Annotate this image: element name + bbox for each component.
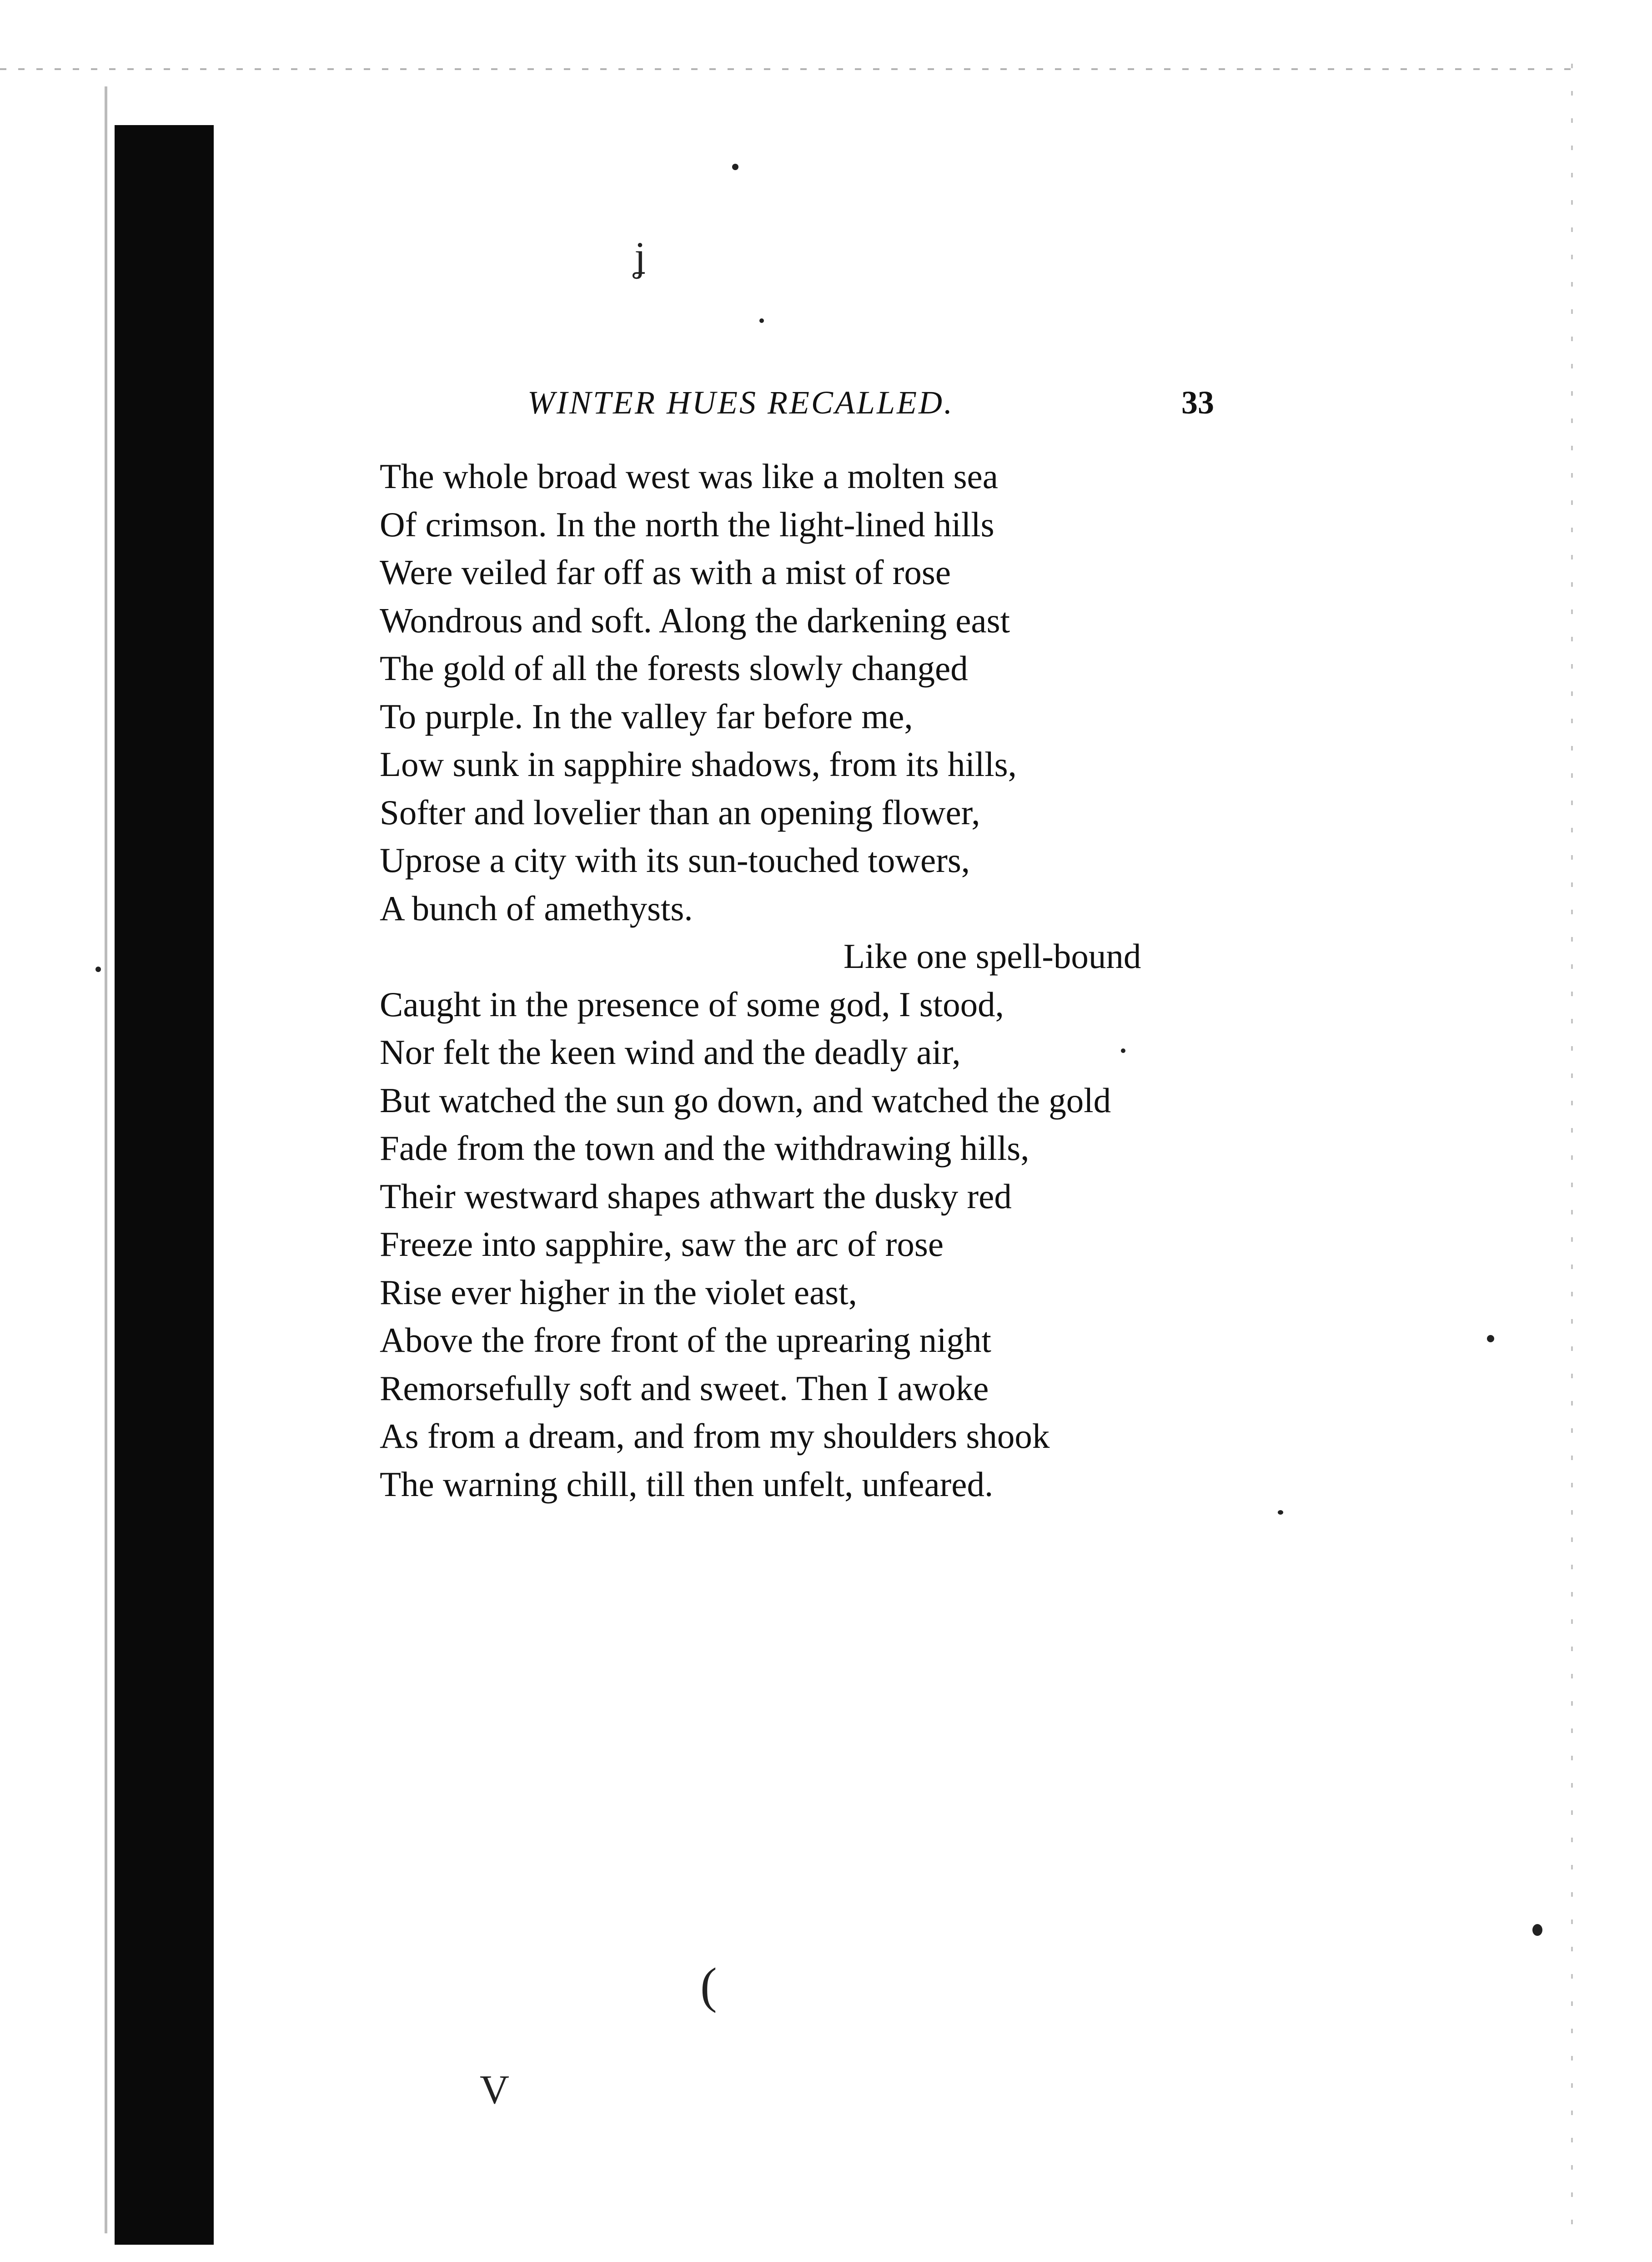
- poem-line: Uprose a city with its sun-touched towers,: [380, 841, 970, 880]
- poem-line: The whole broad west was like a molten sea: [380, 457, 998, 496]
- poem-line: Freeze into sapphire, saw the arc of rose: [380, 1224, 944, 1264]
- poem-line: Fade from the town and the withdrawing hills,: [380, 1128, 1029, 1168]
- scan-speck: [95, 967, 101, 972]
- poem-line: The gold of all the forests slowly changed: [380, 649, 968, 688]
- poem-line: Like one spell-bound: [844, 937, 1141, 976]
- poem-line: Their westward shapes athwart the dusky red: [380, 1176, 1012, 1216]
- poem-line: As from a dream, and from my shoulders shook: [380, 1416, 1050, 1456]
- scan-mark: V: [480, 2067, 509, 2112]
- poem-line: A bunch of amethysts.: [380, 888, 693, 928]
- poem-line: To purple. In the valley far before me,: [380, 696, 913, 736]
- poem-line: But watched the sun go down, and watched the gold: [380, 1080, 1111, 1120]
- running-title: WINTER HUES RECALLED.: [527, 384, 954, 421]
- poem-text: [380, 453, 1289, 1508]
- poem-line: Wondrous and soft. Along the darkening east: [380, 600, 1010, 640]
- poem-line: Rise ever higher in the violet east,: [380, 1272, 857, 1312]
- page-number: 33: [1181, 384, 1214, 421]
- poem-line: Nor felt the keen wind and the deadly air,: [380, 1033, 961, 1072]
- poem-line: Caught in the presence of some god, I stood,: [380, 984, 1004, 1024]
- page-right-edge: [1571, 64, 1573, 2242]
- binding-shadow: [115, 125, 214, 2245]
- page-header: [527, 375, 1214, 430]
- poem-line: Low sunk in sapphire shadows, from its hills,: [380, 745, 1017, 784]
- scan-mark: ʝ: [634, 234, 646, 279]
- poem-line: Were veiled far off as with a mist of rose: [380, 553, 951, 592]
- page-top-edge: [0, 68, 1582, 70]
- scan-speck: [759, 318, 764, 323]
- poem-line: Remorsefully soft and sweet. Then I awoke: [380, 1368, 989, 1408]
- binding-edge: [105, 86, 107, 2233]
- scan-speck: [1532, 1924, 1542, 1936]
- scan-mark: (: [700, 1958, 717, 2013]
- poem-line: Of crimson. In the north the light-lined hills: [380, 504, 994, 544]
- poem-line: Above the frore front of the uprearing night: [380, 1320, 991, 1360]
- scan-speck: [1278, 1510, 1283, 1515]
- poem-line: Softer and lovelier than an opening flower,: [380, 792, 980, 832]
- poem-line: The warning chill, till then unfelt, unfeared.: [380, 1464, 994, 1504]
- scan-speck: [732, 164, 738, 170]
- scan-speck: [1487, 1335, 1494, 1342]
